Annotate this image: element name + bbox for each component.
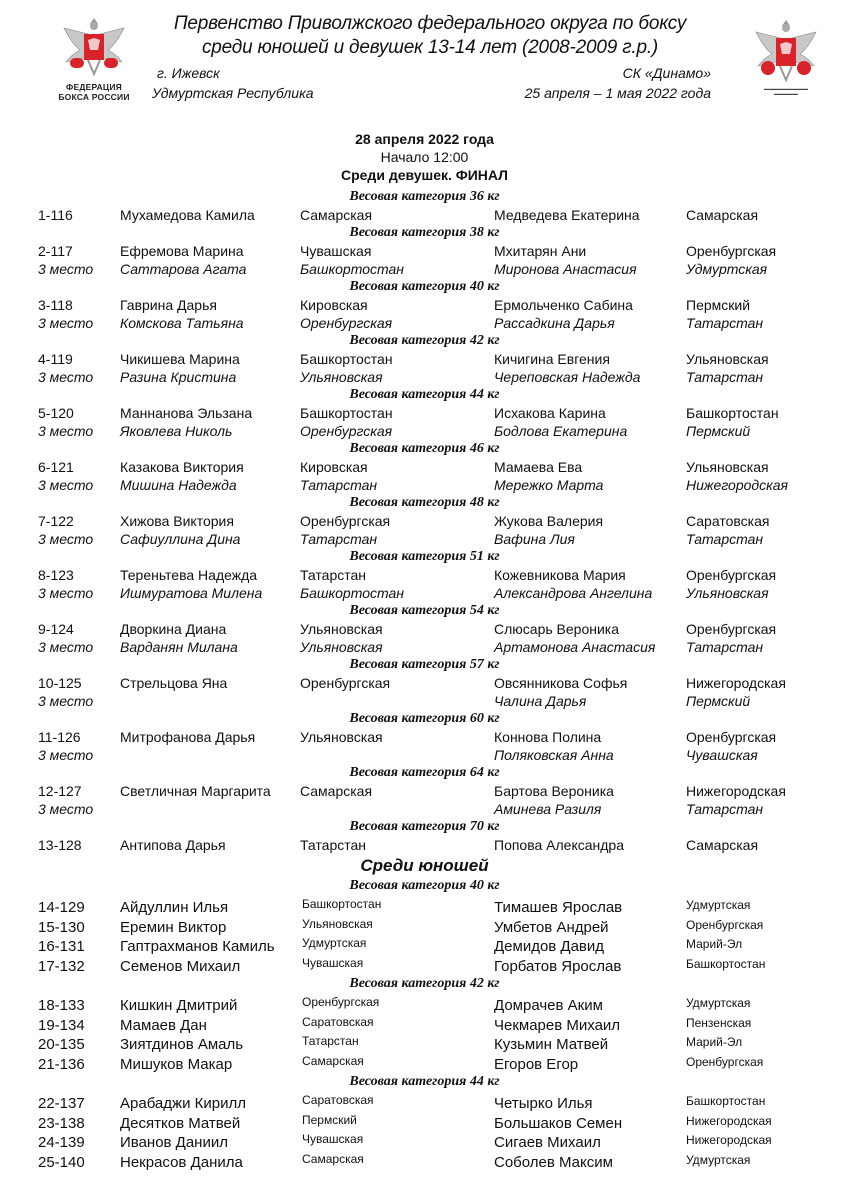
weight-category-block bbox=[0, 332, 849, 386]
boxer-blue-corner-name: Чалина Дарья bbox=[494, 693, 587, 709]
boxer-blue-corner-name: Медведева Екатерина bbox=[494, 207, 640, 223]
boxer-red-corner-name: Дворкина Диана bbox=[120, 621, 227, 637]
bout-number: 21-136 bbox=[38, 1055, 85, 1073]
boxer-red-corner-name: Казакова Виктория bbox=[120, 459, 244, 475]
boxer-red-corner-name: Яковлева Николь bbox=[120, 423, 233, 439]
boxer-blue-corner-region: Татарстан bbox=[686, 369, 764, 385]
bout-row bbox=[0, 206, 849, 224]
bout-schedule bbox=[0, 188, 849, 1171]
boxer-red-corner-name: Мухамедова Камила bbox=[120, 207, 255, 223]
weight-category-block bbox=[0, 224, 849, 278]
bout-row bbox=[0, 1113, 849, 1133]
event-dates: 25 апреля – 1 мая 2022 года bbox=[524, 85, 711, 101]
boxer-blue-corner-name: Поляковская Анна bbox=[494, 747, 614, 763]
boxer-red-corner-name: Семенов Михаил bbox=[120, 957, 241, 975]
boxer-red-corner-region: Ульяновская bbox=[300, 729, 383, 745]
third-place-label: 3 место bbox=[38, 423, 94, 439]
bout-number: 23-138 bbox=[38, 1114, 85, 1132]
start-time: Начало 12:00 bbox=[380, 149, 469, 165]
bout-number: 16-131 bbox=[38, 938, 85, 955]
boxer-red-corner-region: Татарстан bbox=[302, 1034, 359, 1048]
boxer-blue-corner-region: Марий-Эл bbox=[686, 937, 743, 951]
weight-category-heading: Весовая категория 42 кг bbox=[349, 976, 500, 991]
third-place-row bbox=[0, 800, 849, 818]
weight-category-block bbox=[0, 602, 849, 656]
weight-category-heading: Весовая категория 42 кг bbox=[349, 333, 500, 348]
boxer-blue-corner-region: Нижегородская bbox=[686, 675, 786, 691]
boxer-blue-corner-region: Ульяновская bbox=[686, 459, 769, 475]
boxer-red-corner-region: Татарстан bbox=[300, 567, 367, 583]
boxer-blue-corner-region: Самарская bbox=[686, 837, 759, 853]
boxer-red-corner-name: Саттарова Агата bbox=[120, 261, 247, 277]
boxer-blue-corner-name: Соболев Максим bbox=[494, 1153, 613, 1171]
boxer-blue-corner-name: Сигаев Михаил bbox=[494, 1134, 601, 1151]
third-place-label: 3 место bbox=[38, 693, 94, 709]
boxer-blue-corner-name: Коннова Полина bbox=[494, 729, 602, 745]
weight-category-heading: Весовая категория 44 кг bbox=[349, 1074, 500, 1089]
boxer-red-corner-region: Кировская bbox=[300, 297, 368, 313]
bout-number: 14-129 bbox=[38, 899, 85, 916]
bout-row bbox=[0, 917, 849, 937]
bout-number: 25-140 bbox=[38, 1153, 85, 1171]
boxer-blue-corner-region: Башкортостан bbox=[686, 956, 766, 971]
bout-row bbox=[0, 728, 849, 746]
boxer-red-corner-name: Гаврина Дарья bbox=[120, 297, 217, 313]
bout-number: 11-126 bbox=[38, 729, 81, 745]
third-place-label: 3 место bbox=[38, 747, 94, 763]
boxer-blue-corner-region: Оренбургская bbox=[686, 917, 764, 932]
boxer-blue-corner-region: Оренбургская bbox=[686, 567, 777, 583]
weight-category-heading: Весовая категория 46 кг bbox=[349, 441, 500, 456]
boxer-blue-corner-name: Череповская Надежда bbox=[494, 369, 641, 385]
boxer-blue-corner-name: Слюсарь Вероника bbox=[494, 621, 620, 637]
third-place-row bbox=[0, 692, 849, 710]
bout-row bbox=[0, 1132, 849, 1152]
bout-number: 4-119 bbox=[38, 351, 73, 367]
bout-row bbox=[0, 458, 849, 476]
boxer-red-corner-region: Ульяновская bbox=[300, 369, 383, 385]
boxer-blue-corner-name: Александрова Ангелина bbox=[494, 585, 653, 601]
weight-category-block bbox=[0, 494, 849, 548]
boxer-blue-corner-name: Большаков Семен bbox=[494, 1114, 623, 1132]
boxer-blue-corner-region: Удмуртская bbox=[686, 898, 751, 912]
bout-row bbox=[0, 620, 849, 638]
day-date: 28 апреля 2022 года bbox=[355, 131, 494, 147]
third-place-row bbox=[0, 422, 849, 440]
boxer-red-corner-name: Кишкин Дмитрий bbox=[120, 997, 238, 1014]
bout-row bbox=[0, 897, 849, 917]
bout-row bbox=[0, 1034, 849, 1054]
bout-number: 1-116 bbox=[38, 207, 73, 223]
boxer-red-corner-name: Ефремова Марина bbox=[120, 243, 244, 259]
weight-category-heading: Весовая категория 48 кг bbox=[349, 495, 500, 510]
boxer-red-corner-region: Оренбургская bbox=[300, 315, 393, 331]
title-line-1: Первенство Приволжского федерального округа по боксу bbox=[173, 13, 687, 34]
boxer-blue-corner-region: Оренбургская bbox=[686, 243, 777, 259]
bout-number: 20-135 bbox=[38, 1036, 85, 1053]
boxer-red-corner-name: Еремин Виктор bbox=[120, 918, 227, 936]
venue: СК «Динамо» bbox=[622, 65, 711, 81]
boxer-blue-corner-name: Кичигина Евгения bbox=[494, 351, 610, 367]
boxer-red-corner-name: Светличная Маргарита bbox=[120, 783, 271, 799]
bout-row bbox=[0, 936, 849, 956]
boxer-red-corner-name: Мамаев Дан bbox=[120, 1016, 207, 1034]
boxer-blue-corner-region: Нижегородская bbox=[686, 783, 786, 799]
boxer-red-corner-region: Ульяновская bbox=[300, 621, 383, 637]
girls-section-title: Среди девушек. ФИНАЛ bbox=[340, 167, 508, 183]
weight-category-heading: Весовая категория 36 кг bbox=[349, 189, 500, 204]
boxer-blue-corner-name: Бодлова Екатерина bbox=[494, 423, 628, 439]
boxer-blue-corner-name: Мамаева Ева bbox=[494, 459, 583, 475]
boxer-blue-corner-name: Аминева Разиля bbox=[494, 801, 602, 817]
boxer-blue-corner-name: Умбетов Андрей bbox=[494, 918, 609, 936]
boxer-red-corner-name: Тереньтева Надежда bbox=[120, 567, 258, 583]
bout-row bbox=[0, 1054, 849, 1074]
boxer-red-corner-name: Комскова Татьяна bbox=[120, 315, 244, 331]
boxer-blue-corner-region: Нижегородская bbox=[686, 1133, 772, 1147]
weight-category-heading: Весовая категория 64 кг bbox=[349, 765, 500, 780]
boxer-blue-corner-region: Пермский bbox=[686, 297, 751, 313]
boxer-red-corner-region: Башкортостан bbox=[300, 261, 404, 277]
weight-category-block bbox=[0, 188, 849, 224]
boxer-red-corner-region: Татарстан bbox=[300, 477, 378, 493]
weight-category-block bbox=[0, 877, 849, 975]
boxer-blue-corner-region: Татарстан bbox=[686, 801, 764, 817]
weight-category-heading: Весовая категория 60 кг bbox=[349, 711, 500, 726]
boxer-blue-corner-region: Башкортостан bbox=[686, 1094, 766, 1108]
boxer-red-corner-region: Башкортостан bbox=[300, 405, 393, 421]
boxer-red-corner-name: Мишина Надежда bbox=[120, 477, 237, 493]
boxer-red-corner-name: Некрасов Данила bbox=[120, 1153, 243, 1171]
boxer-blue-corner-name: Четырко Илья bbox=[494, 1095, 593, 1112]
boxer-red-corner-region: Оренбургская bbox=[300, 675, 391, 691]
boxer-blue-corner-name: Артамонова Анастасия bbox=[494, 639, 656, 655]
bout-row bbox=[0, 674, 849, 692]
boxer-blue-corner-name: Демидов Давид bbox=[494, 938, 605, 955]
boxer-blue-corner-region: Ульяновская bbox=[686, 351, 769, 367]
boxer-blue-corner-region: Удмуртская bbox=[686, 261, 768, 277]
weight-category-block bbox=[0, 764, 849, 818]
boxer-blue-corner-name: Чекмарев Михаил bbox=[494, 1016, 621, 1034]
bout-number: 19-134 bbox=[38, 1016, 85, 1034]
weight-category-block bbox=[0, 656, 849, 710]
boxer-blue-corner-name: Ермольченко Сабина bbox=[494, 297, 633, 313]
boxer-red-corner-name: Айдуллин Илья bbox=[120, 899, 229, 916]
boxer-red-corner-region: Самарская bbox=[302, 1053, 364, 1068]
boxer-blue-corner-name: Исхакова Карина bbox=[494, 405, 606, 421]
bout-number: 8-123 bbox=[38, 567, 74, 583]
day-header bbox=[0, 130, 849, 184]
boxer-blue-corner-region: Татарстан bbox=[686, 531, 764, 547]
third-place-row bbox=[0, 638, 849, 656]
boxer-red-corner-name: Хижова Виктория bbox=[120, 513, 234, 529]
boxer-red-corner-region: Саратовская bbox=[302, 1093, 374, 1107]
third-place-label: 3 место bbox=[38, 639, 94, 655]
boys-section-title: Среди юношей bbox=[360, 856, 489, 875]
weight-category-heading: Весовая категория 44 кг bbox=[349, 387, 500, 402]
boxer-red-corner-region: Удмуртская bbox=[302, 936, 367, 950]
boxer-blue-corner-name: Жукова Валерия bbox=[494, 513, 604, 529]
boxer-red-corner-region: Пермский bbox=[302, 1112, 357, 1127]
weight-category-block bbox=[0, 548, 849, 602]
boxer-blue-corner-name: Овсянникова Софья bbox=[494, 675, 628, 691]
boxer-red-corner-region: Башкортостан bbox=[300, 351, 393, 367]
region: Удмуртская Республика bbox=[152, 85, 314, 101]
bout-row bbox=[0, 1152, 849, 1172]
boxer-blue-corner-region: Марий-Эл bbox=[686, 1035, 743, 1049]
boxer-blue-corner-name: Мхитарян Ани bbox=[494, 243, 587, 259]
boxer-red-corner-region: Самарская bbox=[300, 783, 373, 799]
boxer-blue-corner-region: Оренбургская bbox=[686, 1054, 764, 1069]
bout-number: 17-132 bbox=[38, 957, 85, 975]
third-place-label: 3 место bbox=[38, 261, 94, 277]
weight-category-block bbox=[0, 278, 849, 332]
boxer-blue-corner-region: Удмуртская bbox=[686, 1152, 751, 1167]
third-place-row bbox=[0, 368, 849, 386]
boxer-red-corner-name: Маннанова Эльзана bbox=[120, 405, 253, 421]
document-title bbox=[150, 12, 710, 60]
boxer-red-corner-region: Татарстан bbox=[300, 531, 378, 547]
boxer-blue-corner-region: Чувашская bbox=[686, 747, 758, 763]
bout-number: 7-122 bbox=[38, 513, 74, 529]
bout-number: 15-130 bbox=[38, 918, 85, 936]
boxer-blue-corner-name: Горбатов Ярослав bbox=[494, 957, 622, 975]
boxer-red-corner-name: Арабаджи Кирилл bbox=[120, 1095, 246, 1112]
boxer-blue-corner-name: Мережко Марта bbox=[494, 477, 604, 493]
double-headed-eagle-emblem-icon bbox=[750, 18, 822, 86]
third-place-label: 3 место bbox=[38, 531, 94, 547]
third-place-row bbox=[0, 584, 849, 602]
weight-category-block bbox=[0, 440, 849, 494]
boxer-blue-corner-region: Башкортостан bbox=[686, 405, 779, 421]
third-place-label: 3 место bbox=[38, 315, 94, 331]
third-place-row bbox=[0, 530, 849, 548]
boxer-blue-corner-region: Ульяновская bbox=[686, 585, 769, 601]
bout-number: 22-137 bbox=[38, 1095, 85, 1112]
bout-row bbox=[0, 350, 849, 368]
boxer-blue-corner-region: Оренбургская bbox=[686, 621, 777, 637]
boxer-red-corner-region: Оренбургская bbox=[302, 995, 380, 1009]
venue-block bbox=[525, 63, 711, 103]
boxer-blue-corner-region: Нижегородская bbox=[686, 1113, 772, 1128]
bout-number: 12-127 bbox=[38, 783, 82, 799]
boxer-red-corner-name: Десятков Матвей bbox=[120, 1114, 241, 1132]
location-block bbox=[152, 63, 314, 103]
weight-category-block bbox=[0, 386, 849, 440]
third-place-row bbox=[0, 476, 849, 494]
weight-category-heading: Весовая категория 54 кг bbox=[349, 603, 500, 618]
boxer-red-corner-name: Разина Кристина bbox=[120, 369, 237, 385]
third-place-label: 3 место bbox=[38, 477, 94, 493]
logo-caption-illegible: ▬▬▬▬▬▬▬▬▬▬▬ bbox=[764, 86, 808, 91]
third-place-row bbox=[0, 746, 849, 764]
boxer-blue-corner-name: Миронова Анастасия bbox=[494, 261, 637, 277]
title-line-2: среди юношей и девушек 13-14 лет (2008-2009 г.р.) bbox=[201, 37, 659, 58]
boxer-blue-corner-name: Кожевникова Мария bbox=[494, 567, 626, 583]
weight-category-block bbox=[0, 710, 849, 764]
bout-row bbox=[0, 242, 849, 260]
boxer-blue-corner-region: Нижегородская bbox=[686, 477, 789, 493]
weight-category-heading: Весовая категория 40 кг bbox=[349, 878, 500, 893]
bout-row bbox=[0, 956, 849, 976]
boxer-blue-corner-name: Рассадкина Дарья bbox=[494, 315, 615, 331]
bout-number: 13-128 bbox=[38, 837, 82, 853]
boxer-red-corner-name: Варданян Милана bbox=[120, 639, 238, 655]
boxer-red-corner-region: Кировская bbox=[300, 459, 368, 475]
third-place-label: 3 место bbox=[38, 801, 94, 817]
double-headed-eagle-emblem-icon bbox=[58, 14, 130, 82]
boxer-red-corner-name: Антипова Дарья bbox=[120, 837, 226, 853]
weight-category-heading: Весовая категория 38 кг bbox=[349, 225, 500, 240]
bout-number: 6-121 bbox=[38, 459, 74, 475]
third-place-row bbox=[0, 314, 849, 332]
bout-row bbox=[0, 1015, 849, 1035]
boxer-red-corner-name: Митрофанова Дарья bbox=[120, 729, 256, 745]
boxer-red-corner-name: Мишуков Макар bbox=[120, 1055, 233, 1073]
bout-row bbox=[0, 512, 849, 530]
boxer-red-corner-region: Оренбургская bbox=[300, 513, 391, 529]
bout-row bbox=[0, 995, 849, 1015]
boxer-red-corner-name: Иванов Даниил bbox=[120, 1134, 228, 1151]
boxer-red-corner-region: Самарская bbox=[302, 1151, 364, 1166]
bout-row bbox=[0, 782, 849, 800]
bout-row bbox=[0, 566, 849, 584]
boxer-blue-corner-region: Пермский bbox=[686, 693, 751, 709]
bout-number: 5-120 bbox=[38, 405, 74, 421]
logo-caption-illegible: ▬▬▬▬▬▬ bbox=[774, 91, 798, 96]
boxer-red-corner-name: Сафиуллина Дина bbox=[120, 531, 241, 547]
boxer-blue-corner-name: Тимашев Ярослав bbox=[494, 899, 623, 916]
boxer-red-corner-region: Ульяновская bbox=[302, 916, 373, 931]
boxer-red-corner-region: Оренбургская bbox=[300, 423, 393, 439]
boxer-blue-corner-name: Егоров Егор bbox=[494, 1055, 579, 1073]
weight-category-block bbox=[0, 818, 849, 854]
boxer-red-corner-name: Ишмуратова Милена bbox=[120, 585, 263, 601]
boxer-red-corner-region: Татарстан bbox=[300, 837, 367, 853]
third-place-label: 3 место bbox=[38, 369, 94, 385]
bout-row bbox=[0, 836, 849, 854]
boxer-blue-corner-region: Оренбургская bbox=[686, 729, 777, 745]
boxer-blue-corner-name: Домрачев Аким bbox=[494, 997, 603, 1014]
boxer-red-corner-region: Чувашская bbox=[302, 955, 364, 970]
boxer-blue-corner-name: Кузьмин Матвей bbox=[494, 1036, 609, 1053]
bout-number: 10-125 bbox=[38, 675, 82, 691]
boxer-red-corner-region: Саратовская bbox=[302, 1014, 374, 1029]
boxer-red-corner-name: Чикишева Марина bbox=[120, 351, 240, 367]
city: г. Ижевск bbox=[157, 65, 220, 81]
bout-number: 24-139 bbox=[38, 1134, 85, 1151]
weight-category-heading: Весовая категория 40 кг bbox=[349, 279, 500, 294]
weight-category-heading: Весовая категория 70 кг bbox=[349, 819, 500, 834]
boxer-blue-corner-region: Самарская bbox=[686, 207, 759, 223]
bout-row bbox=[0, 1093, 849, 1113]
boxer-red-corner-region: Башкортостан bbox=[300, 585, 404, 601]
boxer-blue-corner-region: Татарстан bbox=[686, 639, 764, 655]
boxer-red-corner-region: Чувашская bbox=[302, 1132, 364, 1146]
third-place-row bbox=[0, 260, 849, 278]
boxer-blue-corner-region: Пензенская bbox=[686, 1015, 752, 1030]
boxer-red-corner-region: Ульяновская bbox=[300, 639, 383, 655]
boxer-blue-corner-name: Вафина Лия bbox=[494, 531, 575, 547]
logo-caption-line1: ФЕДЕРАЦИЯ bbox=[66, 82, 122, 92]
boxing-federation-russia-logo bbox=[46, 14, 142, 108]
boxer-red-corner-region: Башкортостан bbox=[302, 897, 382, 911]
weight-category-heading: Весовая категория 51 кг bbox=[349, 549, 500, 564]
udmurt-boxing-federation-logo bbox=[738, 18, 834, 112]
bout-number: 18-133 bbox=[38, 997, 85, 1014]
bout-row bbox=[0, 404, 849, 422]
bout-number: 9-124 bbox=[38, 621, 74, 637]
bout-number: 3-118 bbox=[38, 297, 73, 313]
boxer-red-corner-name: Стрельцова Яна bbox=[120, 675, 228, 691]
boxer-red-corner-name: Зиятдинов Амаль bbox=[120, 1036, 244, 1053]
third-place-label: 3 место bbox=[38, 585, 94, 601]
weight-category-block bbox=[0, 975, 849, 1073]
bout-row bbox=[0, 296, 849, 314]
boxer-red-corner-region: Чувашская bbox=[300, 243, 372, 259]
boxer-blue-corner-name: Бартова Вероника bbox=[494, 783, 614, 799]
weight-category-block bbox=[0, 1073, 849, 1171]
boxer-red-corner-name: Гаптрахманов Камиль bbox=[120, 938, 275, 955]
boxer-blue-corner-name: Попова Александра bbox=[494, 837, 625, 853]
weight-category-heading: Весовая категория 57 кг bbox=[349, 657, 500, 672]
boxer-red-corner-region: Самарская bbox=[300, 207, 373, 223]
boxer-blue-corner-region: Саратовская bbox=[686, 513, 770, 529]
bout-number: 2-117 bbox=[38, 243, 73, 259]
boxer-blue-corner-region: Пермский bbox=[686, 423, 751, 439]
logo-caption-line2: БОКСА РОССИИ bbox=[58, 92, 130, 102]
boxer-blue-corner-region: Татарстан bbox=[686, 315, 764, 331]
boxer-blue-corner-region: Удмуртская bbox=[686, 996, 751, 1010]
